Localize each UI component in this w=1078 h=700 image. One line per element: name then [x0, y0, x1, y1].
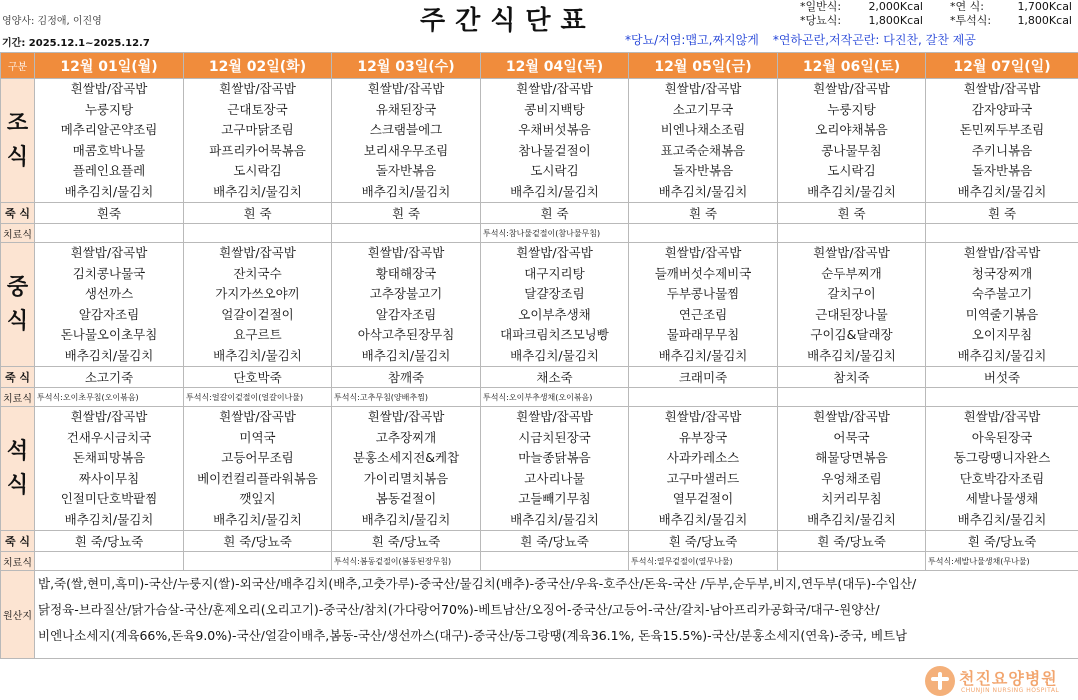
porridge-cell: 버섯죽	[926, 367, 1078, 388]
day-header: 12월 01일(월)	[35, 53, 184, 79]
porridge-row	[1, 367, 1078, 388]
dish-item: 고사리나물	[524, 470, 585, 486]
dish-item: 오리야채볶음	[815, 122, 888, 137]
dish-item: 도시락김	[530, 163, 579, 178]
dish-item: 배추김치/물김치	[957, 347, 1047, 363]
therapy-cell	[926, 388, 1078, 407]
dish-item: 돌자반볶음	[971, 163, 1033, 178]
dish-item: 흰쌀밥/잡곡밥	[70, 409, 148, 424]
dish-item: 돈채피망볶음	[72, 450, 146, 465]
dish-item: 매콤호박나물	[72, 142, 146, 158]
porridge-cell: 소고기죽	[35, 367, 184, 388]
dish-item: 베이컨컬리플라워볶음	[197, 470, 318, 486]
porridge-cell: 흰 죽/당뇨죽	[778, 531, 926, 552]
porridge-cell: 참치죽	[778, 367, 926, 388]
dish-item: 오이지무침	[971, 327, 1033, 342]
dish-item: 시금치된장국	[518, 429, 591, 445]
dish-item: 흰쌀밥/잡곡밥	[219, 81, 296, 96]
dish-item: 배추김치/물김치	[658, 347, 748, 363]
porridge-cell: 흰 죽/당뇨죽	[184, 531, 332, 552]
porridge-cell: 흰 죽/당뇨죽	[332, 531, 481, 552]
menu-period: 기간: 2025.12.1~2025.12.7	[2, 38, 150, 49]
meal-label-char: 식	[6, 144, 29, 170]
dish-item: 근대토장국	[227, 101, 288, 117]
dish-item: 흰쌀밥/잡곡밥	[367, 81, 445, 96]
dish-item: 생선까스	[84, 286, 134, 301]
day-header: 12월 03일(수)	[332, 53, 481, 79]
dish-item: 비엔나채소조림	[660, 122, 746, 137]
porridge-cell: 흰 죽	[332, 203, 481, 224]
day-dish-cell	[778, 79, 926, 203]
therapy-cell	[184, 224, 332, 243]
header	[0, 0, 1078, 36]
day-header: 12월 02일(화)	[184, 53, 332, 79]
therapy-label: 치료식	[1, 224, 35, 243]
therapy-cell	[778, 224, 926, 243]
dish-item: 주키니볶음	[971, 142, 1033, 158]
dish-item: 마늘종닭볶음	[518, 450, 591, 465]
dish-item: 물파래무무침	[666, 327, 740, 342]
porridge-label: 죽 식	[1, 367, 35, 388]
dish-item: 열무겉절이	[672, 491, 734, 506]
dish-item: 오이부추생채	[518, 306, 591, 322]
day-dish-cell	[332, 243, 481, 367]
weekly-menu-table	[0, 52, 1078, 659]
calorie-row	[800, 0, 923, 14]
dish-item: 순두부찌개	[821, 265, 882, 281]
porridge-label: 죽 식	[1, 531, 35, 552]
day-dish-cell	[926, 243, 1078, 367]
porridge-label: 죽 식	[1, 203, 35, 224]
dish-item: 배추김치/물김치	[213, 183, 302, 199]
dish-item: 동그랑땡니자완스	[953, 450, 1051, 465]
dish-item: 소고기무국	[672, 101, 734, 117]
day-dish-cell	[184, 243, 332, 367]
hospital-name-en: CHUNJIN NURSING HOSPITAL	[961, 687, 1060, 694]
meal-row	[1, 407, 1078, 531]
dish-item: 가이리멸치볶음	[363, 470, 449, 486]
dish-item: 돈나물오이초무침	[60, 327, 158, 342]
therapy-cell: 투석식:열무겉절이(열무나물)	[629, 552, 778, 571]
calorie-row	[800, 14, 923, 28]
therapy-row	[1, 552, 1078, 571]
day-dish-cell	[629, 79, 778, 203]
dish-item: 돌자반볶음	[375, 163, 437, 178]
dish-item: 근대된장나물	[815, 306, 888, 322]
day-dish-cell	[778, 243, 926, 367]
therapy-cell	[778, 388, 926, 407]
dysphagia-note: *연하곤란,저작곤란: 다진찬, 갈찬 제공	[772, 33, 976, 47]
dish-item: 흰쌀밥/잡곡밥	[963, 245, 1041, 260]
calorie-label: *연 식:	[950, 0, 984, 13]
dish-item: 도시락김	[827, 163, 876, 178]
dish-item: 배추김치/물김치	[510, 347, 599, 363]
dish-item: 흰쌀밥/잡곡밥	[367, 409, 445, 424]
origin-line: 비엔나소세지(계육66%,돈육9.0%)-국산/얼갈이배추,봄동-국산/생선까스(대구)-중국산/동그랑땡(계육36.1%, 돈육15.5%)-국산/분홍소세지(연육)-중국, 베트남	[38, 628, 908, 643]
day-dish-cell	[926, 79, 1078, 203]
therapy-row	[1, 388, 1078, 407]
dish-item: 대구지리탕	[524, 265, 585, 281]
dish-item: 흰쌀밥/잡곡밥	[963, 81, 1041, 96]
therapy-cell: 투석식:봄동겉절이(봄동된장무침)	[332, 552, 481, 571]
dish-item: 두부콩나물찜	[666, 286, 740, 301]
dish-item: 흰쌀밥/잡곡밥	[664, 245, 742, 260]
dish-item: 흰쌀밥/잡곡밥	[963, 409, 1041, 424]
calorie-info-right	[950, 0, 1072, 30]
dish-item: 우채버섯볶음	[518, 122, 591, 137]
dish-item: 고추장찌개	[375, 429, 437, 445]
dish-item: 요구르트	[233, 327, 282, 342]
dish-item: 돌자반볶음	[672, 163, 734, 178]
dietitian-names: 영양사: 김정애, 이진영	[2, 16, 102, 27]
therapy-cell: 투석식:오이초무침(오이볶음)	[35, 388, 184, 407]
dish-item: 배추김치/물김치	[957, 511, 1047, 527]
dish-item: 흰쌀밥/잡곡밥	[664, 409, 742, 424]
dish-item: 흰쌀밥/잡곡밥	[219, 409, 296, 424]
day-dish-cell	[926, 407, 1078, 531]
dish-item: 얼갈이겉절이	[221, 306, 294, 322]
dish-item: 메추리알곤약조림	[60, 122, 158, 137]
meal-label-char: 식	[6, 308, 29, 334]
meal-label	[1, 243, 35, 367]
dish-item: 깻잎지	[239, 491, 276, 506]
therapy-cell: 투석식:고추무침(양배추찜)	[332, 388, 481, 407]
dish-item: 유부장국	[678, 429, 728, 445]
origin-label: 원산지	[1, 571, 35, 659]
day-header: 12월 04일(목)	[481, 53, 629, 79]
calorie-value: 1,700Kcal	[1017, 0, 1072, 13]
origin-row	[1, 571, 1078, 659]
dish-item: 고구마샐러드	[666, 470, 740, 486]
porridge-row	[1, 203, 1078, 224]
dish-item: 흰쌀밥/잡곡밥	[516, 81, 593, 96]
porridge-cell: 크래미죽	[629, 367, 778, 388]
porridge-cell: 흰 죽	[926, 203, 1078, 224]
dish-item: 배추김치/물김치	[658, 183, 748, 199]
dish-item: 알감자조림	[375, 306, 437, 322]
day-dish-cell	[778, 407, 926, 531]
day-header: 12월 07일(일)	[926, 53, 1078, 79]
dish-item: 분홍소세지전&케찹	[352, 450, 460, 465]
dish-item: 들깨버섯수제비국	[654, 265, 752, 281]
dish-item: 배추김치/물김치	[361, 511, 451, 527]
dish-item: 어묵국	[833, 429, 870, 445]
dish-item: 인절미단호박팥찜	[60, 491, 158, 506]
therapy-cell: 투석식:참나물겉절이(참나물무침)	[481, 224, 629, 243]
dish-item: 표고죽순채볶음	[660, 142, 746, 158]
calorie-value: 1,800Kcal	[1017, 14, 1072, 27]
therapy-cell	[926, 224, 1078, 243]
dish-item: 흰쌀밥/잡곡밥	[813, 81, 890, 96]
day-dish-cell	[481, 243, 629, 367]
dish-item: 대파크림치즈모닝빵	[500, 327, 609, 342]
day-header: 12월 05일(금)	[629, 53, 778, 79]
day-dish-cell	[184, 79, 332, 203]
dish-item: 스크램블에그	[369, 122, 443, 137]
hospital-logo-icon	[925, 666, 955, 696]
dish-item: 우엉채조림	[821, 470, 882, 486]
calorie-info-left	[800, 0, 923, 30]
dish-item: 잔치국수	[233, 265, 282, 281]
dish-item: 흰쌀밥/잡곡밥	[664, 81, 742, 96]
dish-item: 달걀장조림	[524, 286, 585, 301]
dish-item: 배추김치/물김치	[807, 511, 896, 527]
dish-item: 흰쌀밥/잡곡밥	[70, 245, 148, 260]
dish-item: 배추김치/물김치	[213, 347, 302, 363]
dish-item: 세발나물생채	[965, 491, 1039, 506]
dish-item: 구이김&달래장	[810, 327, 893, 342]
dish-item: 배추김치/물김치	[510, 183, 599, 199]
meal-label	[1, 407, 35, 531]
porridge-cell: 흰 죽/당뇨죽	[926, 531, 1078, 552]
dish-item: 플레인요플레	[72, 163, 146, 178]
page-title: 주간식단표	[420, 6, 596, 36]
meal-row	[1, 243, 1078, 367]
dish-item: 고구마닭조림	[221, 122, 294, 137]
dish-item: 건새우시금치국	[66, 429, 152, 445]
dish-item: 도시락김	[233, 163, 282, 178]
calorie-row	[950, 14, 1072, 28]
dish-item: 미역국	[239, 429, 276, 445]
porridge-cell: 흰 죽/당뇨죽	[481, 531, 629, 552]
dish-item: 흰쌀밥/잡곡밥	[219, 245, 296, 260]
therapy-cell: 투석식:세발나물생채(무나물)	[926, 552, 1078, 571]
dish-item: 아욱된장국	[971, 429, 1033, 445]
dish-item: 고등어무조림	[221, 450, 294, 465]
day-header-row	[1, 53, 1078, 79]
dish-item: 치커리무침	[821, 491, 882, 506]
dish-item: 단호박감자조림	[959, 470, 1045, 486]
meal-row	[1, 79, 1078, 203]
dish-item: 누룽지탕	[827, 101, 876, 117]
diet-notes	[625, 31, 976, 48]
dish-item: 해물당면볶음	[815, 450, 888, 465]
day-dish-cell	[35, 243, 184, 367]
dish-item: 고추장불고기	[369, 286, 443, 301]
dish-item: 배추김치/물김치	[64, 347, 154, 363]
meal-label-char: 중	[6, 274, 29, 300]
calorie-row	[950, 0, 1072, 14]
calorie-label: *일반식:	[800, 0, 842, 13]
therapy-cell	[778, 552, 926, 571]
meal-label	[1, 79, 35, 203]
corner-label: 구분	[1, 53, 35, 79]
origin-info	[35, 571, 1078, 659]
dish-item: 배추김치/물김치	[361, 183, 451, 199]
day-dish-cell	[332, 407, 481, 531]
dish-item: 콩나물무침	[821, 142, 882, 158]
origin-line: 밥,죽(쌀,현미,흑미)-국산/누룽지(쌀)-외국산/배추김치(배추,고춧가루)-중국산/물김치(배추)-중국산/우육-호주산/돈육-국산 /두부,순두부,비지,연두부(대두)-수입산/	[38, 576, 917, 591]
dish-item: 흰쌀밥/잡곡밥	[813, 245, 890, 260]
dish-item: 흰쌀밥/잡곡밥	[367, 245, 445, 260]
porridge-cell: 흰 죽/당뇨죽	[629, 531, 778, 552]
dish-item: 미역줄기볶음	[965, 306, 1039, 322]
porridge-cell: 흰 죽	[778, 203, 926, 224]
porridge-cell: 참깨죽	[332, 367, 481, 388]
therapy-row	[1, 224, 1078, 243]
therapy-label: 치료식	[1, 552, 35, 571]
day-dish-cell	[332, 79, 481, 203]
porridge-cell: 흰 죽/당뇨죽	[35, 531, 184, 552]
day-dish-cell	[481, 407, 629, 531]
calorie-label: *투석식:	[950, 14, 992, 27]
therapy-cell	[629, 388, 778, 407]
dish-item: 누룽지탕	[84, 101, 134, 117]
dish-item: 돈민찌두부조림	[959, 122, 1045, 137]
dish-item: 청국장찌개	[971, 265, 1033, 281]
day-dish-cell	[629, 407, 778, 531]
dish-item: 배추김치/물김치	[807, 347, 896, 363]
dish-item: 배추김치/물김치	[213, 511, 302, 527]
dish-item: 배추김치/물김치	[510, 511, 599, 527]
dish-item: 황태해장국	[375, 265, 437, 281]
day-header: 12월 06일(토)	[778, 53, 926, 79]
dish-item: 유채된장국	[375, 101, 437, 117]
therapy-cell	[35, 224, 184, 243]
dish-item: 배추김치/물김치	[658, 511, 748, 527]
diabetes-note: *당뇨/저염:맵고,짜지않게	[625, 33, 759, 47]
hospital-name: 천진요양병원	[959, 669, 1058, 688]
dish-item: 갈치구이	[827, 286, 876, 301]
porridge-cell: 흰 죽	[184, 203, 332, 224]
day-dish-cell	[35, 407, 184, 531]
dish-item: 사과카레소스	[666, 450, 740, 465]
therapy-cell: 투석식:얼갈이겉절이(얼갈이나물)	[184, 388, 332, 407]
dish-item: 배추김치/물김치	[361, 347, 451, 363]
dish-item: 흰쌀밥/잡곡밥	[516, 409, 593, 424]
dish-item: 배추김치/물김치	[64, 183, 154, 199]
origin-line: 닭정육-브라질산/닭가슴살-국산/훈제오리(오리고기)-중국산/참치(가다랑어70%)-베트남산/오징어-중국산/고등어-국산/갈치-남아프리카공화국/대구-원양산/	[38, 602, 880, 617]
dish-item: 봄동겉절이	[375, 491, 437, 506]
dish-item: 고들빼기무침	[518, 491, 591, 506]
therapy-label: 치료식	[1, 388, 35, 407]
dish-item: 숙주불고기	[971, 286, 1033, 301]
hospital-logo	[925, 664, 1075, 698]
porridge-cell: 흰 죽	[481, 203, 629, 224]
dish-item: 짜사이무침	[78, 470, 140, 486]
calorie-value: 2,000Kcal	[868, 0, 923, 13]
therapy-cell	[481, 552, 629, 571]
dish-item: 배추김치/물김치	[957, 183, 1047, 199]
dish-item: 배추김치/물김치	[64, 511, 154, 527]
day-dish-cell	[481, 79, 629, 203]
porridge-cell: 채소죽	[481, 367, 629, 388]
calorie-label: *당뇨식:	[800, 14, 842, 27]
calorie-value: 1,800Kcal	[868, 14, 923, 27]
dish-item: 흰쌀밥/잡곡밥	[70, 81, 148, 96]
dish-item: 감자양파국	[971, 101, 1033, 117]
day-dish-cell	[35, 79, 184, 203]
therapy-cell	[332, 224, 481, 243]
dish-item: 참나물겉절이	[518, 142, 591, 158]
dish-item: 흰쌀밥/잡곡밥	[813, 409, 890, 424]
dish-item: 콩비지백탕	[524, 101, 585, 117]
dish-item: 김치콩나물국	[72, 265, 146, 281]
dish-item: 연근조림	[678, 306, 728, 322]
therapy-cell	[184, 552, 332, 571]
meal-label-char: 식	[6, 472, 29, 498]
therapy-cell	[35, 552, 184, 571]
porridge-row	[1, 531, 1078, 552]
therapy-cell: 투석식:오이부추생채(오이볶음)	[481, 388, 629, 407]
dish-item: 알감자조림	[78, 306, 140, 322]
day-dish-cell	[629, 243, 778, 367]
porridge-cell: 흰 죽	[629, 203, 778, 224]
therapy-cell	[629, 224, 778, 243]
porridge-cell: 단호박죽	[184, 367, 332, 388]
dish-item: 파프리카어묵볶음	[209, 142, 306, 158]
meal-label-char: 조	[6, 110, 29, 136]
dish-item: 흰쌀밥/잡곡밥	[516, 245, 593, 260]
dish-item: 보리새우무조림	[363, 142, 449, 158]
dish-item: 아삭고추된장무침	[357, 327, 455, 342]
dish-item: 가지가쓰오야끼	[215, 286, 300, 301]
meal-label-char: 석	[6, 438, 29, 464]
day-dish-cell	[184, 407, 332, 531]
dish-item: 배추김치/물김치	[807, 183, 896, 199]
porridge-cell: 흰죽	[35, 203, 184, 224]
